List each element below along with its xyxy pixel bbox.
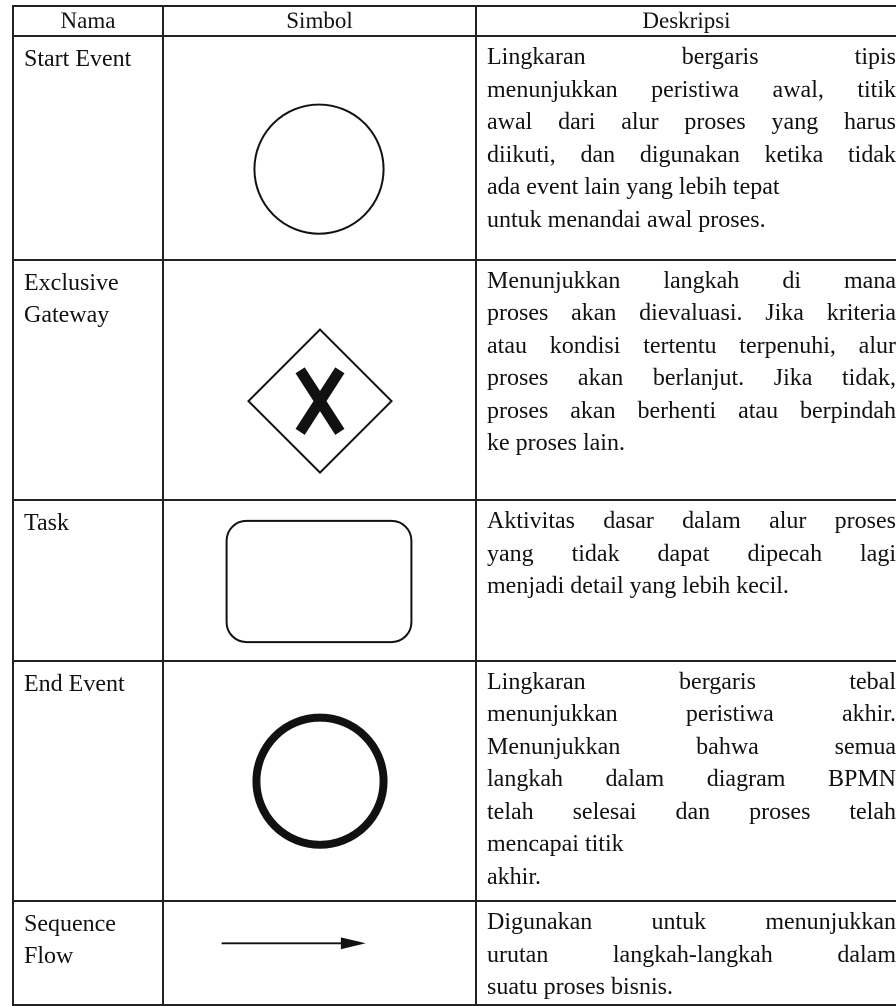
symbol-cell xyxy=(163,661,476,901)
arrow-right-icon xyxy=(164,902,475,1004)
desc-line: langkah dalam diagram BPMN xyxy=(487,766,896,793)
rounded-rectangle-icon xyxy=(164,501,475,660)
table-row xyxy=(13,901,896,1005)
desc-line: Lingkaran bergaris tipis xyxy=(487,44,896,70)
table-row xyxy=(13,36,896,260)
symbol-cell xyxy=(163,260,476,500)
nama-line: Task xyxy=(24,510,69,537)
thin-circle-icon xyxy=(164,37,475,259)
nama-cell xyxy=(13,260,163,500)
deskripsi-cell xyxy=(476,661,896,901)
nama-cell xyxy=(13,36,163,260)
nama-cell xyxy=(13,500,163,661)
desc-line: suatu proses bisnis. xyxy=(487,974,673,1001)
desc-line: proses akan dievaluasi. Jika kriteria xyxy=(487,300,896,327)
exclusive-gateway-diamond-icon xyxy=(164,261,475,499)
desc-line: proses akan berlanjut. Jika tidak, xyxy=(487,365,896,392)
deskripsi-cell xyxy=(476,260,896,500)
nama-line: Flow xyxy=(24,943,74,970)
desc-line: urutan langkah-langkah dalam xyxy=(487,941,896,968)
desc-line: Lingkaran bergaris tebal xyxy=(487,668,896,695)
desc-line: menunjukkan peristiwa awal, titik xyxy=(487,76,896,103)
header-row xyxy=(13,6,896,36)
desc-line: untuk menandai awal proses. xyxy=(487,206,766,233)
nama-line: Exclusive xyxy=(24,269,119,296)
desc-line: awal dari alur proses yang harus xyxy=(487,109,896,135)
desc-line: Menunjukkan bahwa semua xyxy=(487,733,896,760)
table-row xyxy=(13,260,896,500)
nama-line: Sequence xyxy=(24,911,116,938)
desc-line: menjadi detail yang lebih kecil. xyxy=(487,573,789,600)
desc-line: Menunjukkan langkah di mana xyxy=(487,267,896,294)
table-row xyxy=(13,500,896,661)
bpmn-symbol-table xyxy=(12,5,896,1006)
desc-line: mencapai titik xyxy=(487,831,624,858)
header-simbol: Simbol xyxy=(163,6,476,36)
nama-cell xyxy=(13,661,163,901)
symbol-cell xyxy=(163,36,476,260)
nama-line: Gateway xyxy=(24,301,110,328)
header-nama: Nama xyxy=(13,6,163,36)
symbol-cell xyxy=(163,901,476,1005)
deskripsi-cell xyxy=(476,901,896,1005)
symbol-cell xyxy=(163,500,476,661)
desc-line: Aktivitas dasar dalam alur proses xyxy=(487,508,896,535)
nama-line: Start Event xyxy=(24,46,132,72)
table-row xyxy=(13,661,896,901)
deskripsi-cell xyxy=(476,36,896,260)
thick-circle-icon xyxy=(164,662,475,900)
deskripsi-cell xyxy=(476,500,896,661)
desc-line: Digunakan untuk menunjukkan xyxy=(487,909,896,936)
desc-line: ke proses lain. xyxy=(487,430,625,457)
desc-line: menunjukkan peristiwa akhir. xyxy=(487,701,896,728)
desc-line: proses akan berhenti atau berpindah xyxy=(487,397,896,424)
desc-line: diikuti, dan digunakan ketika tidak xyxy=(487,141,896,168)
header-deskripsi: Deskripsi xyxy=(476,6,896,36)
desc-line: atau kondisi tertentu terpenuhi, alur xyxy=(487,332,896,359)
nama-cell xyxy=(13,901,163,1005)
nama-line: End Event xyxy=(24,670,125,697)
desc-line: akhir. xyxy=(487,863,541,890)
desc-line: ada event lain yang lebih tepat xyxy=(487,174,780,200)
desc-line: telah selesai dan proses telah xyxy=(487,798,896,825)
desc-line: yang tidak dapat dipecah lagi xyxy=(487,540,896,567)
